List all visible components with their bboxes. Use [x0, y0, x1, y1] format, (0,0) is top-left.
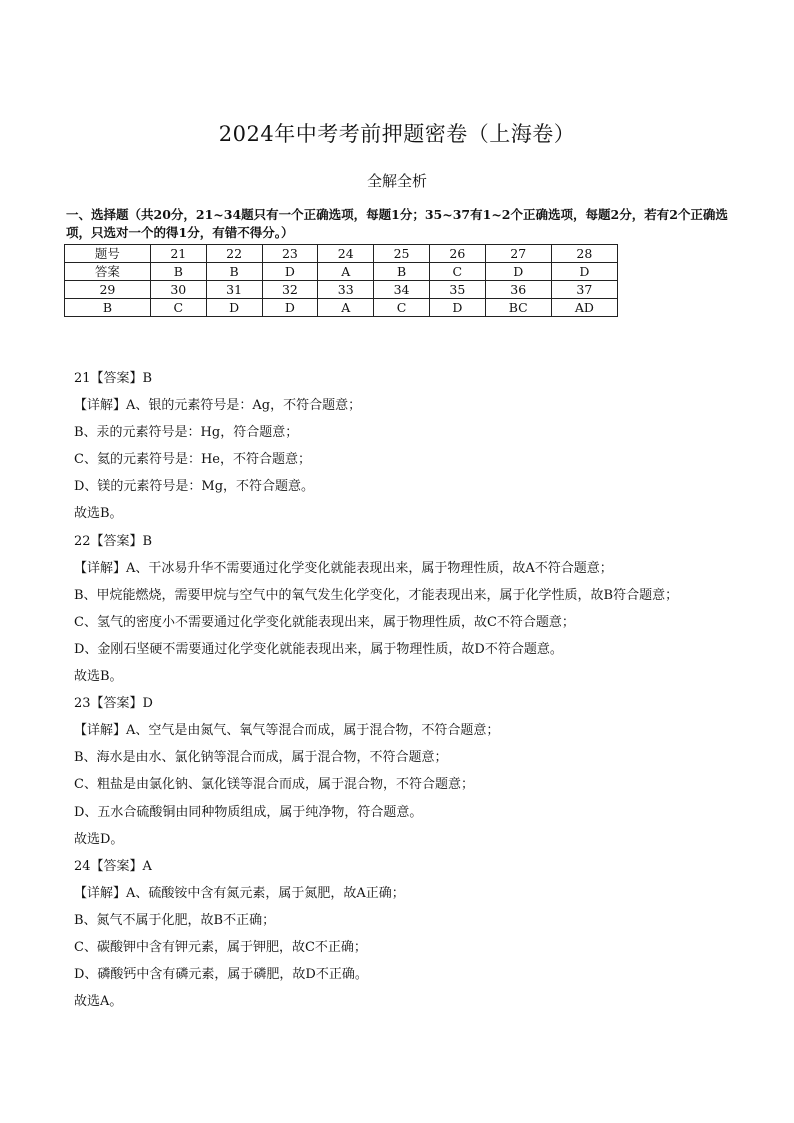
explanation-line: 21【答案】B	[74, 371, 153, 386]
table-cell: B	[206, 263, 262, 281]
table-row	[65, 263, 618, 281]
table-cell: D	[262, 263, 318, 281]
table-cell: D	[262, 299, 318, 317]
explanation-line: D、五水合硫酸铜由同种物质组成，属于纯净物，符合题意。	[74, 804, 423, 820]
table-cell: C	[150, 299, 206, 317]
explanation-line: B、汞的元素符号是：Hg，符合题意；	[74, 425, 299, 441]
table-cell: BC	[485, 299, 551, 317]
table-row	[65, 245, 618, 263]
table-cell: 31	[206, 281, 262, 299]
explanation-line: 【详解】A、硫酸铵中含有氮元素，属于氮肥，故A正确；	[74, 885, 405, 901]
page-subtitle: 全解全析	[366, 172, 427, 190]
table-cell: C	[429, 263, 485, 281]
explanation-line: B、氮气不属于化肥，故B不正确；	[74, 912, 276, 928]
explanation-line: 22【答案】B	[74, 533, 153, 549]
table-cell: 33	[318, 281, 374, 299]
explanation-line: D、磷酸钙中含有磷元素，属于磷肥，故D不正确。	[74, 967, 368, 983]
table-cell: 22	[206, 245, 262, 263]
table-cell: 21	[150, 245, 206, 263]
table-cell: B	[65, 299, 151, 317]
table-cell: D	[429, 299, 485, 317]
explanations	[74, 369, 744, 1019]
explanation-line: B、甲烷能燃烧，需要甲烷与空气中的氧气发生化学变化，才能表现出来，属于化学性质，故B符合题意；	[74, 587, 679, 603]
explanation-line: 23【答案】D	[74, 696, 153, 712]
table-cell: A	[318, 263, 374, 281]
explanation-line: 【详解】A、干冰易升华不需要通过化学变化就能表现出来，属于物理性质，故A不符合题意；	[74, 560, 613, 576]
table-row	[65, 299, 618, 317]
table-cell: D	[206, 299, 262, 317]
table-cell: 35	[429, 281, 485, 299]
explanation-line: 故选D。	[74, 831, 124, 847]
table-cell: 25	[374, 245, 430, 263]
table-cell: 29	[65, 281, 151, 299]
explanation-line: C、氢气的密度小不需要通过化学变化就能表现出来，属于物理性质，故C不符合题意；	[74, 614, 575, 630]
table-cell: 28	[551, 245, 617, 263]
explanation-line: 24【答案】A	[74, 858, 152, 874]
table-row	[65, 281, 618, 299]
table-cell: 30	[150, 281, 206, 299]
table-cell: 26	[429, 245, 485, 263]
answer-table	[64, 244, 618, 317]
table-cell: 27	[485, 245, 551, 263]
table-cell: A	[318, 299, 374, 317]
explanation-line: D、镁的元素符号是：Mg，不符合题意。	[74, 479, 315, 495]
table-cell: D	[485, 263, 551, 281]
table-cell: 36	[485, 281, 551, 299]
table-cell: 37	[551, 281, 617, 299]
section-heading: 一、选择题（共20分，21~34题只有一个正确选项，每题1分；35~37有1~2个正确选项，每题2分，若有2个正确选项，只选对一个的得1分，有错不得分。）	[66, 207, 728, 240]
explanation-line: 【详解】A、银的元素符号是：Ag，不符合题意；	[74, 398, 362, 414]
table-cell: B	[374, 263, 430, 281]
explanation-line: D、金刚石坚硬不需要通过化学变化就能表现出来，属于物理性质，故D不符合题意。	[74, 641, 563, 657]
table-cell: C	[374, 299, 430, 317]
table-cell: 32	[262, 281, 318, 299]
table-cell: AD	[551, 299, 617, 317]
explanation-line: B、海水是由水、氯化钠等混合而成，属于混合物，不符合题意；	[74, 750, 448, 766]
explanation-line: 【详解】A、空气是由氮气、氧气等混合而成，属于混合物，不符合题意；	[74, 723, 500, 739]
explanation-line: C、粗盐是由氯化钠、氯化镁等混合而成，属于混合物，不符合题意；	[74, 777, 474, 793]
table-cell: B	[150, 263, 206, 281]
table-cell: D	[551, 263, 617, 281]
table-cell: 24	[318, 245, 374, 263]
table-cell: 23	[262, 245, 318, 263]
table-cell: 题号	[65, 245, 151, 263]
table-cell: 答案	[65, 263, 151, 281]
page-title: 2024年中考考前押题密卷（上海卷）	[218, 122, 576, 146]
explanation-line: C、氦的元素符号是：He，不符合题意；	[74, 452, 311, 468]
explanation-line: 故选A。	[74, 994, 123, 1010]
table-cell: 34	[374, 281, 430, 299]
explanation-line: 故选B。	[74, 506, 123, 522]
explanation-line: 故选B。	[74, 669, 123, 685]
explanation-line: C、碳酸钾中含有钾元素，属于钾肥，故C不正确；	[74, 939, 367, 955]
